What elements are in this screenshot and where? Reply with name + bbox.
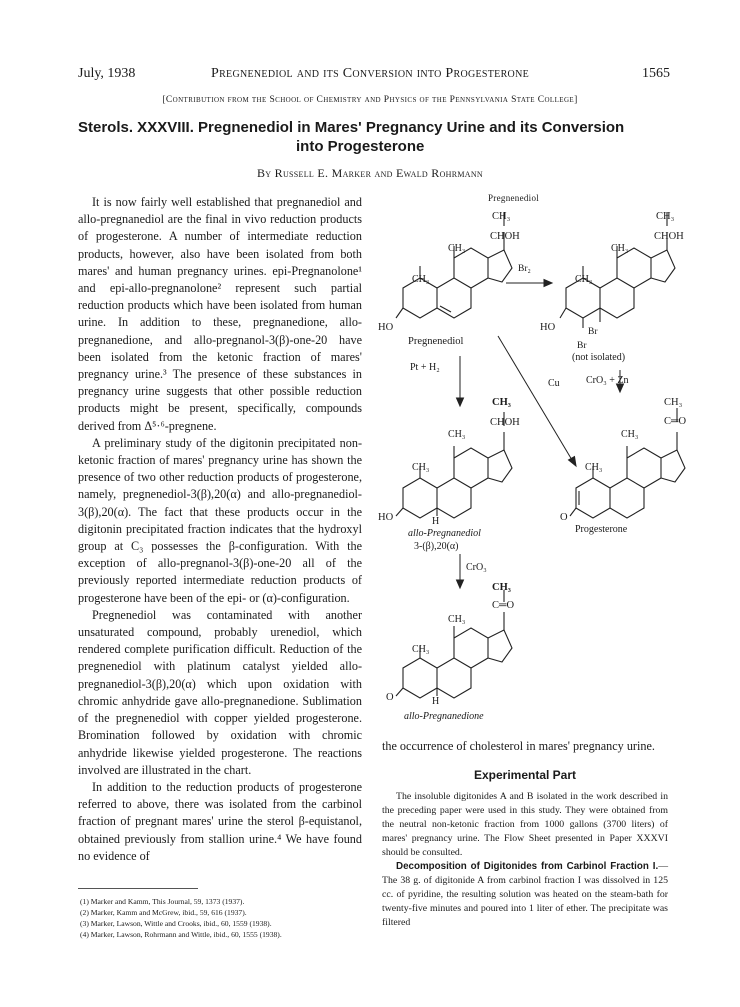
label-pregnenediol: Pregnenediol	[408, 336, 464, 347]
label-allo-pregnanedione: allo-Pregnanedione	[404, 711, 484, 722]
label-o: O	[560, 512, 568, 523]
label-ch3: CH₃	[412, 274, 430, 285]
contribution-note: [Contribution from the School of Chemistry and Physics of the Pennsylvania State College]	[162, 95, 578, 105]
label-ch3: CH₃	[492, 397, 511, 408]
label-ho: HO	[378, 512, 394, 523]
label-ch3: CH₃	[656, 211, 675, 222]
label-chohh: CHOH	[490, 231, 520, 242]
label-ch3: CH₃	[575, 274, 593, 285]
label-ch3: CH₃	[448, 614, 466, 625]
footnote-rule	[78, 888, 198, 889]
label-chohh: CHOH	[490, 417, 520, 428]
label-cro3: CrO₃	[466, 562, 487, 573]
label-co: C═O	[492, 600, 515, 611]
paragraph-text: —The 38 g. of digitonide A from carbinol fraction I was dissolved in 125 cc. of pyridine, the resulting solution was heated on the steam-bath for twenty-five minutes and poured into 1 liter of ether. The precipitate was filtered	[382, 861, 668, 928]
label-ch3: CH₃	[448, 243, 466, 254]
label-br: Br	[577, 341, 587, 351]
section-heading: Experimental Part	[473, 768, 577, 782]
label-br: Br	[588, 327, 598, 337]
byline: By Russell E. Marker and Ewald Rohrmann	[256, 166, 484, 180]
label-ch3: CH₃	[448, 429, 466, 440]
paragraph: In addition to the reduction products of progesterone referred to above, there was isolated from the carbinol fraction of pregnant mares' urine the sterol β-equistanol, obtained previously from stallion urine.⁴ We have found no evidence of	[78, 779, 362, 863]
article-title	[78, 118, 678, 156]
paragraph	[382, 860, 668, 930]
footnote: (4) Marker, Lawson, Rohrmann and Wittle, ibid., 60, 1555 (1938).	[80, 930, 282, 939]
footnote: (3) Marker, Lawson, Wittle and Crooks, ibid., 60, 1559 (1938).	[80, 919, 272, 928]
reaction-chart	[370, 190, 687, 730]
label-cro3-zn: CrO₃ + Zn	[586, 375, 629, 386]
label-ch3: CH₃	[585, 462, 603, 473]
footnote: (2) Marker, Kamm and McGrew, ibid., 59, 616 (1937).	[80, 908, 247, 917]
label-ch3: CH₃	[611, 243, 629, 254]
paragraph: It is now fairly well established that pregnanediol and allo-pregnanediol are the final in vivo reduction products of progesterone. A number of intermediate reduction products, however, also have been isolated from both mares' and human pregnancy urines. epi-Pregnanolone¹ and epi-allo-pregnanolone² represent such partial reduction products which have been isolated from human urine. In addition to these, pregnanedione, allo-pregnanedione, and allo-pregnanol-3(β)-one-20 have been isolated from the ketonic fraction of mares' pregnancy urine.³ The presence of these substances in pregnancy urine suggests that other possible reduction products might be present, specifically, compounds derived from Δ⁵·⁶-pregnene.	[78, 195, 362, 433]
label-pt-h2: Pt + H₂	[410, 362, 440, 373]
title-line-1: Sterols. XXXVIII. Pregnenediol in Mares' Pregnancy Urine and its Conversion	[78, 119, 625, 136]
label-ho: HO	[540, 322, 556, 333]
label-ch3: CH₃	[412, 644, 430, 655]
footnotes	[80, 896, 380, 940]
label-br2: Br₂	[518, 264, 531, 274]
footnote: (1) Marker and Kamm, This Journal, 59, 1373 (1937).	[80, 897, 245, 906]
label-allo-pregnanediol: allo-Pregnanediol	[408, 528, 481, 539]
label-ch3: CH₃	[412, 462, 430, 473]
paragraph: Pregnenediol was contaminated with another unsaturated compound, probably urenediol, which rendered complete purification difficult. Reduction of the pregnenediol with platinum catalyst yielded allo-pregnanediol-3(β),20(α) which upon oxidation with chromic anhydride gave allo-pregnanedione. Sublimation of the pregnenediol with copper yielded progesterone. Bromination followed by oxidation with chromic anhydride likewise yielded progesterone. The reactions involved are illustrated in the chart.	[78, 607, 362, 777]
label-ch3: CH₃	[664, 397, 683, 408]
header-date: July, 1938	[78, 66, 136, 81]
continuation-text: the occurrence of cholesterol in mares' pregnancy urine.	[382, 739, 655, 753]
label-ch3: CH₃	[621, 429, 639, 440]
label-progesterone: Progesterone	[575, 524, 628, 535]
label-ch3: CH₃	[492, 582, 511, 593]
label-h: H	[432, 696, 440, 707]
label-co: C═O	[664, 416, 687, 427]
label-cu: Cu	[548, 378, 560, 389]
running-title: Pregnenediol and its Conversion into Progesterone	[210, 66, 530, 81]
paragraph-heading: Decomposition of Digitonides from Carbinol Fraction I.	[396, 861, 659, 872]
left-column	[78, 194, 362, 865]
label-ch3: CH₃	[492, 211, 511, 222]
label-h: H	[432, 516, 440, 527]
paragraph: The insoluble digitonides A and B isolated in the work described in the preceding paper were used in this study. They were obtained from the neutral non-ketonic fraction from 1000 gallons (3700 liters) of mares' pregnancy urine. The Flow Sheet presented in Paper XXXVI should be consulted.	[382, 791, 668, 858]
paragraph: A preliminary study of the digitonin precipitated non-ketonic fraction of mares' pregnancy urine has shown the presence of two other reduction products of progesterone, namely, pregnenediol-3(β),20(α) and allo-pregnanediol-3(β),20(α). The fact that these products occur in the digitonin precipitated fraction indicates that the hydroxyl group at C₃ possesses the β-configuration. With the exception of allo-pregnanol-3(β)-one-20 all of the previously reported intermediate reduction products of progesterone have been of the epi- or (α)-configuration.	[78, 435, 362, 605]
chart-heading: Pregnenediol	[488, 193, 540, 203]
label-ho: HO	[378, 322, 394, 333]
label-chohh: CHOH	[654, 231, 684, 242]
label-allo-pregnanediol-config: 3-(β),20(α)	[414, 541, 459, 552]
label-o: O	[386, 692, 394, 703]
label-not-isolated: (not isolated)	[572, 352, 626, 363]
right-column	[382, 738, 668, 930]
page-number: 1565	[642, 66, 670, 81]
title-line-2: into Progesterone	[296, 138, 425, 155]
